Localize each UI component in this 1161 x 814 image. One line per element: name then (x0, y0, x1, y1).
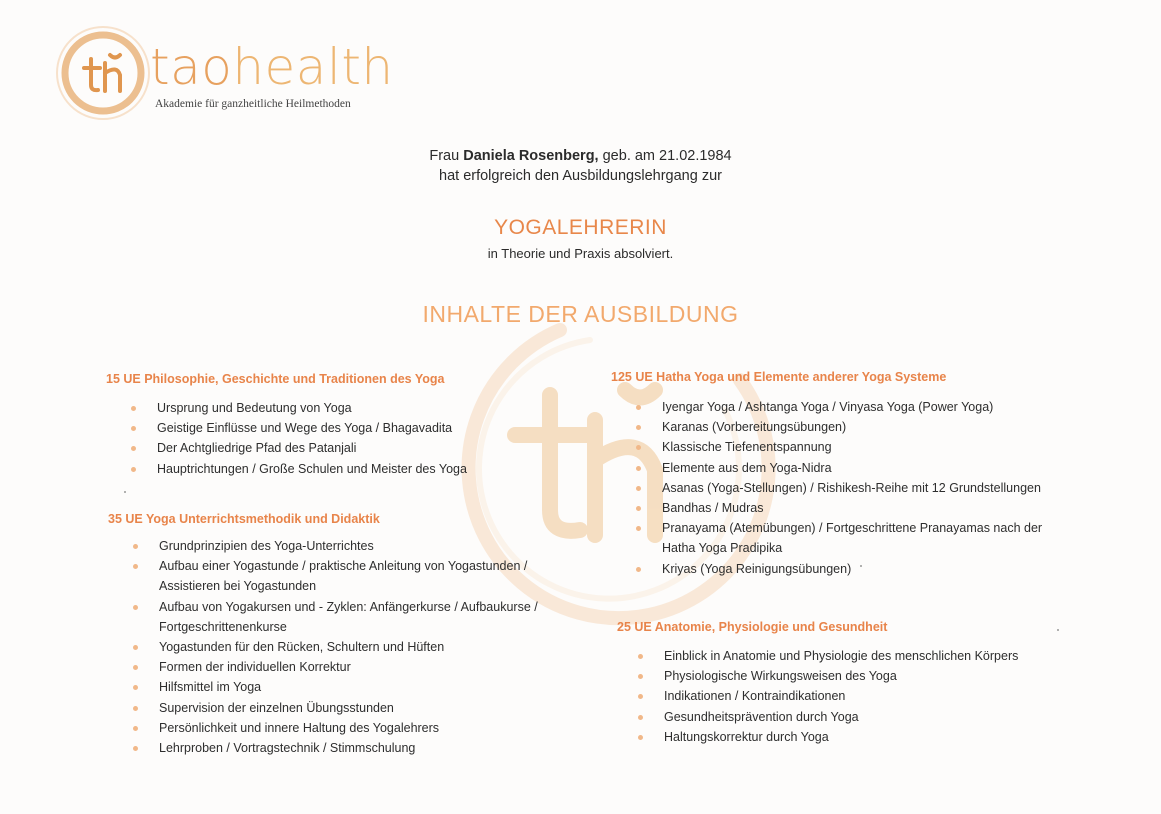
list-item: Physiologische Wirkungsweisen des Yoga (638, 666, 1108, 686)
section-list-anatomy (638, 646, 1108, 747)
logo-wordmark (150, 39, 394, 95)
list-item: Hilfsmittel im Yoga (133, 677, 573, 697)
list-item: Formen der individuellen Korrektur (133, 657, 573, 677)
list-item: Yogastunden für den Rücken, Schultern und Hüften (133, 637, 573, 657)
list-item: Asanas (Yoga-Stellungen) / Rishikesh-Reihe mit 12 Grundstellungen (636, 478, 1106, 498)
taohealth-logo (55, 15, 395, 135)
list-item: Aufbau von Yogakursen und - Zyklen: Anfängerkurse / Aufbaukurse / (133, 597, 573, 617)
recipient-line (0, 148, 1161, 164)
list-item: Karanas (Vorbereitungsübungen) (636, 417, 1106, 437)
list-item: Supervision der einzelnen Übungsstunden (133, 698, 573, 718)
scan-speck (860, 565, 862, 567)
list-item: Geistige Einflüsse und Wege des Yoga / Bhagavadita (131, 418, 551, 438)
completion-line: hat erfolgreich den Ausbildungslehrgang zur (439, 168, 722, 184)
contents-title: INHALTE DER AUSBILDUNG (422, 301, 739, 327)
list-item: Persönlichkeit und innere Haltung des Yogalehrers (133, 718, 573, 738)
list-item: Haltungskorrektur durch Yoga (638, 727, 1108, 747)
list-item: Indikationen / Kontraindikationen (638, 686, 1108, 706)
section-heading-didactics: 35 UE Yoga Unterrichtsmethodik und Didaktik (108, 512, 380, 526)
section-heading-philosophy: 15 UE Philosophie, Geschichte und Traditionen des Yoga (106, 372, 445, 386)
list-item: Aufbau einer Yogastunde / praktische Anleitung von Yogastunden / (133, 556, 573, 576)
section-list-didactics (133, 536, 573, 758)
logo-subtitle: Akademie für ganzheitliche Heilmethoden (155, 98, 351, 110)
list-item: Ursprung und Bedeutung von Yoga (131, 398, 551, 418)
section-list-philosophy (131, 398, 551, 479)
logo-name-health: health (232, 38, 394, 96)
list-item: Pranayama (Atemübungen) / Fortgeschrittene Pranayamas nach der (636, 518, 1106, 538)
list-item: Hauptrichtungen / Große Schulen und Meister des Yoga (131, 459, 551, 479)
list-item: Bandhas / Mudras (636, 498, 1106, 518)
recipient-birthdate: geb. am 21.02.1984 (598, 148, 732, 164)
list-item: Klassische Tiefenentspannung (636, 437, 1106, 457)
list-item-continuation: Fortgeschrittenenkurse (159, 619, 287, 634)
list-item: Der Achtgliedrige Pfad des Patanjali (131, 438, 551, 458)
list-item: Lehrproben / Vortragstechnik / Stimmschulung (133, 738, 573, 758)
list-item: Gesundheitsprävention durch Yoga (638, 707, 1108, 727)
logo-name-tao: tao (150, 38, 233, 96)
list-item-continuation: Hatha Yoga Pradipika (662, 541, 783, 556)
scan-speck (1057, 629, 1059, 631)
certificate-subtitle: in Theorie und Praxis absolviert. (487, 246, 674, 261)
certificate-title: YOGALEHRERIN (494, 216, 667, 239)
list-item: Elemente aus dem Yoga-Nidra (636, 458, 1106, 478)
scan-speck (124, 491, 126, 493)
section-heading-hatha: 125 UE Hatha Yoga und Elemente anderer Yoga Systeme (611, 370, 947, 384)
list-item: Einblick in Anatomie und Physiologie des menschlichen Körpers (638, 646, 1108, 666)
recipient-name: Daniela Rosenberg, (463, 148, 599, 164)
list-item-continuation: Assistieren bei Yogastunden (159, 579, 317, 594)
list-item: Iyengar Yoga / Ashtanga Yoga / Vinyasa Yoga (Power Yoga) (636, 397, 1106, 417)
list-item: Grundprinzipien des Yoga-Unterrichtes (133, 536, 573, 556)
section-list-hatha (636, 397, 1106, 579)
recipient-prefix: Frau (429, 148, 464, 164)
list-item: Kriyas (Yoga Reinigungsübungen) (636, 559, 1106, 579)
section-heading-anatomy: 25 UE Anatomie, Physiologie und Gesundheit (617, 620, 888, 634)
